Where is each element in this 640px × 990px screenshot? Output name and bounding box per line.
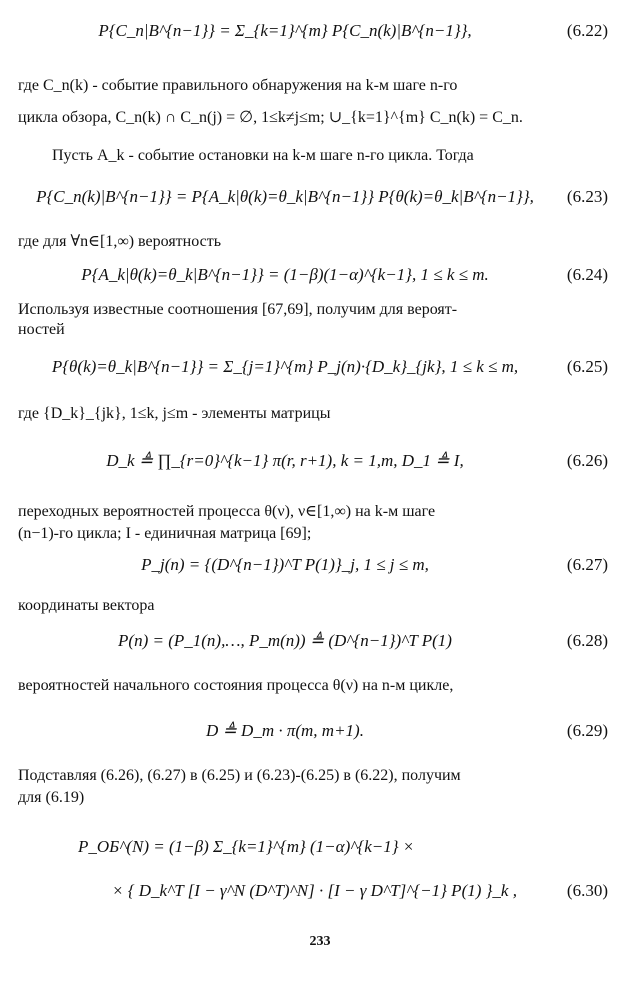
paragraph-line: Используя известные соотношения [67,69], получим для вероят- bbox=[18, 301, 458, 318]
equation-number: (6.28) bbox=[566, 631, 608, 650]
equation-6-27 bbox=[0, 554, 640, 576]
paragraph-line: (n−1)-го цикла; I - единичная матрица [69]; bbox=[18, 525, 312, 542]
equation-number: (6.24) bbox=[566, 265, 608, 284]
equation-body: P{C_n(k)|B^{n−1}} = P{A_k|θ(k)=θ_k|B^{n−1}} P{θ(k)=θ_k|B^{n−1}}, bbox=[36, 187, 534, 206]
paragraph-line: где C_n(k) - событие правильного обнаружения на k-м шаге n-го bbox=[18, 77, 458, 94]
paragraph-line: цикла обзора, C_n(k) ∩ C_n(j) = ∅, 1≤k≠j≤m; ∪_{k=1}^{m} C_n(k) = C_n. bbox=[18, 109, 523, 126]
paragraph-line: Подставляя (6.26), (6.27) в (6.25) и (6.23)-(6.25) в (6.22), получим bbox=[18, 767, 461, 784]
equation-number: (6.25) bbox=[566, 357, 608, 376]
equation-number: (6.23) bbox=[566, 187, 608, 206]
equation-body: D_k ≜ ∏_{r=0}^{k−1} π(r, r+1), k = 1,m, D_1 ≜ I, bbox=[106, 451, 464, 470]
equation-6-24 bbox=[0, 264, 640, 286]
equation-body: P_j(n) = {(D^{n−1})^T P(1)}_j, 1 ≤ j ≤ m, bbox=[141, 555, 429, 574]
equation-number: (6.22) bbox=[566, 21, 608, 40]
equation-body: P{A_k|θ(k)=θ_k|B^{n−1}} = (1−β)(1−α)^{k−1}, 1 ≤ k ≤ m. bbox=[81, 265, 489, 284]
paragraph-line: где {D_k}_{jk}, 1≤k, j≤m - элементы матрицы bbox=[18, 405, 331, 422]
paragraph-line: ностей bbox=[18, 321, 65, 338]
paragraph-line: для (6.19) bbox=[18, 789, 85, 806]
paragraph-line: вероятностей начального состояния процесса θ(ν) на n-м цикле, bbox=[18, 677, 454, 694]
paragraph-line: координаты вектора bbox=[18, 597, 155, 614]
equation-number: (6.29) bbox=[566, 721, 608, 740]
equation-body: P{C_n|B^{n−1}} = Σ_{k=1}^{m} P{C_n(k)|B^{n−1}}, bbox=[98, 21, 472, 40]
equation-6-30-line-2 bbox=[0, 880, 640, 902]
equation-6-29 bbox=[0, 720, 640, 742]
equation-body: P{θ(k)=θ_k|B^{n−1}} = Σ_{j=1}^{m} P_j(n)·{D_k}_{jk}, 1 ≤ k ≤ m, bbox=[51, 357, 519, 376]
equation-6-28 bbox=[0, 630, 640, 652]
equation-body: P_ОБ^(N) = (1−β) Σ_{k=1}^{m} (1−α)^{k−1} × bbox=[78, 837, 415, 856]
equation-number: (6.26) bbox=[566, 451, 608, 470]
equation-number: (6.30) bbox=[566, 881, 608, 900]
equation-6-25 bbox=[0, 356, 640, 378]
equation-body: × { D_k^T [I − γ^N (D^T)^N] · [I − γ D^T]^{−1} P(1) }_k , bbox=[112, 881, 517, 900]
equation-body: D ≜ D_m · π(m, m+1). bbox=[206, 721, 364, 740]
paragraph-line: переходных вероятностей процесса θ(ν), ν∈[1,∞) на k-м шаге bbox=[18, 503, 436, 520]
equation-6-22 bbox=[0, 20, 640, 42]
equation-6-26 bbox=[0, 450, 640, 472]
paragraph-line: где для ∀n∈[1,∞) вероятность bbox=[18, 233, 222, 250]
equation-6-23 bbox=[0, 186, 640, 208]
page-number: 233 bbox=[309, 934, 331, 949]
equation-number: (6.27) bbox=[566, 555, 608, 574]
paragraph-line: Пусть A_k - событие остановки на k-м шаге n-го цикла. Тогда bbox=[52, 147, 474, 164]
equation-6-30-line-1 bbox=[0, 836, 640, 858]
equation-body: P(n) = (P_1(n),…, P_m(n)) ≜ (D^{n−1})^T P(1) bbox=[118, 631, 452, 650]
